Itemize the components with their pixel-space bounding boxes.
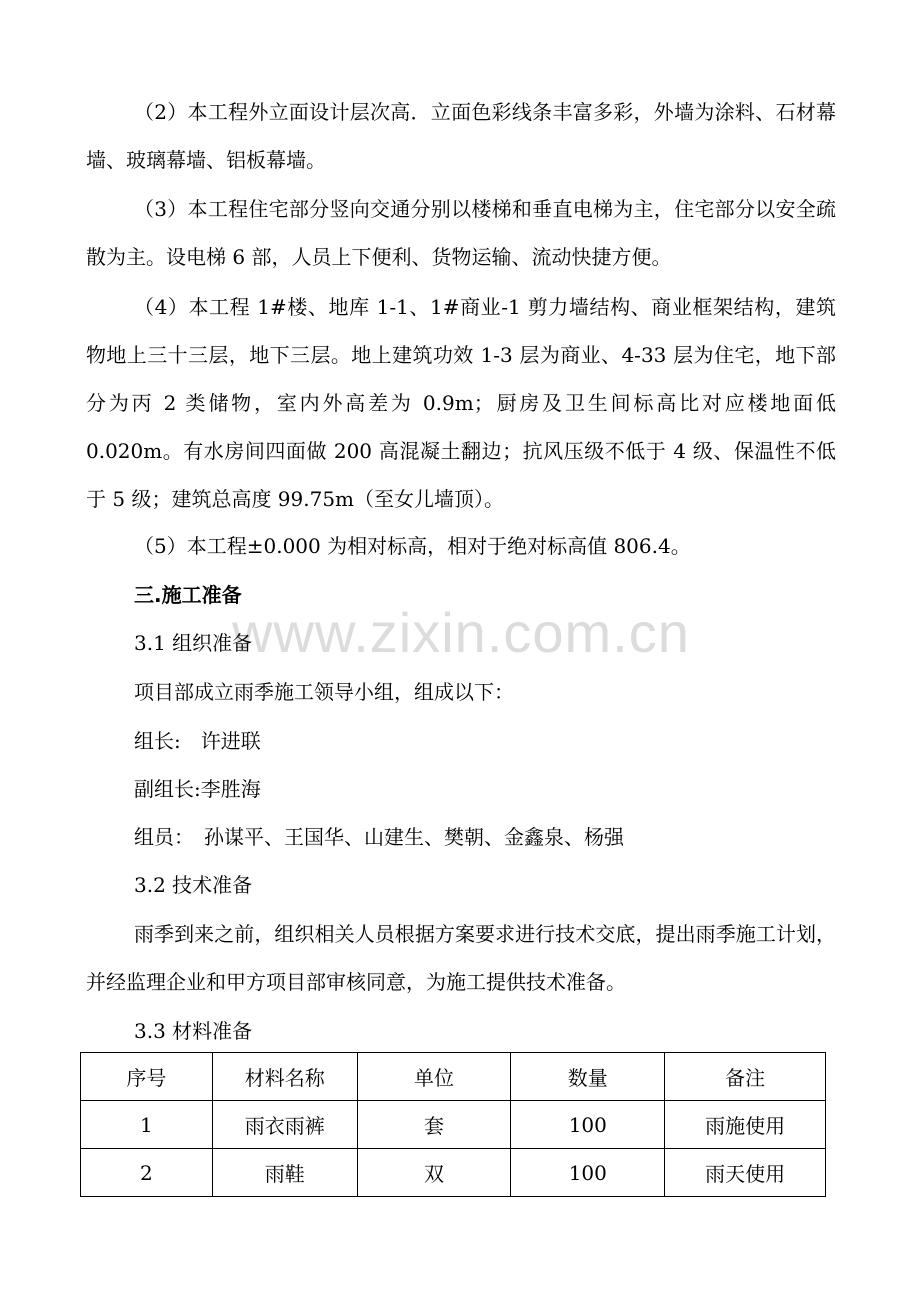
cell-name: 雨鞋 [212, 1149, 357, 1197]
table-row [81, 1149, 826, 1197]
materials-table [80, 1052, 826, 1197]
cell-note: 雨天使用 [665, 1149, 826, 1197]
section-heading: 三.施工准备 [134, 583, 242, 607]
organization-intro: 项目部成立雨季施工领导小组，组成以下： [134, 680, 514, 704]
paragraph-facade: （2）本工程外立面设计层次高．立面色彩线条丰富多彩，外墙为涂料、石材幕墙、玻璃幕墙、铝板幕墙。 [86, 100, 836, 172]
cell-note: 雨施使用 [665, 1101, 826, 1149]
team-leader: 组长: 许进联 [134, 729, 261, 753]
technical-text: 雨季到来之前，组织相关人员根据方案要求进行技术交底，提出雨季施工计划，并经监理企业和甲方项目部审核同意，为施工提供技术准备。 [86, 922, 836, 994]
cell-unit: 双 [357, 1149, 511, 1197]
watermark: www.zixin.com.cn [232, 601, 690, 664]
subheading-technical: 3.2 技术准备 [134, 873, 253, 897]
cell-name: 雨衣雨裤 [212, 1101, 357, 1149]
header-cell-name: 材料名称 [212, 1053, 357, 1101]
team-deputy: 副组长:李胜海 [134, 777, 261, 801]
table-header-row [81, 1053, 826, 1101]
cell-index: 2 [81, 1149, 213, 1197]
subheading-organization: 3.1 组织准备 [134, 631, 253, 655]
cell-unit: 套 [357, 1101, 511, 1149]
cell-index: 1 [81, 1101, 213, 1149]
cell-quantity: 100 [511, 1149, 665, 1197]
header-cell-note: 备注 [665, 1053, 826, 1101]
paragraph-elevation: （5）本工程±0.000 为相对标高，相对于绝对标高值 806.4。 [134, 534, 691, 558]
header-cell-unit: 单位 [357, 1053, 511, 1101]
cell-quantity: 100 [511, 1101, 665, 1149]
header-cell-index: 序号 [81, 1053, 213, 1101]
subheading-materials: 3.3 材料准备 [134, 1019, 253, 1043]
team-members: 组员： 孙谋平、王国华、山建生、樊朝、金鑫泉、杨强 [134, 825, 624, 849]
paragraph-circulation: （3）本工程住宅部分竖向交通分别以楼梯和垂直电梯为主，住宅部分以安全疏散为主。设电梯 6 部，人员上下便利、货物运输、流动快捷方便。 [86, 197, 836, 269]
header-cell-quantity: 数量 [511, 1053, 665, 1101]
table-row [81, 1101, 826, 1149]
paragraph-structure: （4）本工程 1#楼、地库 1-1、1#商业-1 剪力墙结构、商业框架结构，建筑物地上三十三层，地下三层。地上建筑功效 1-3 层为商业、4-33 层为住宅，地下部分为丙 2 类储物，室内外高差为 0.9m；厨房及卫生间标高比对应楼地面低 0.020m。有水房间四面做 200 高混凝土翻边；抗风压级不低于 4 级、保温性不低于 5 级；建筑总高度 99.75m（至女儿墙顶）。 [86, 295, 836, 511]
